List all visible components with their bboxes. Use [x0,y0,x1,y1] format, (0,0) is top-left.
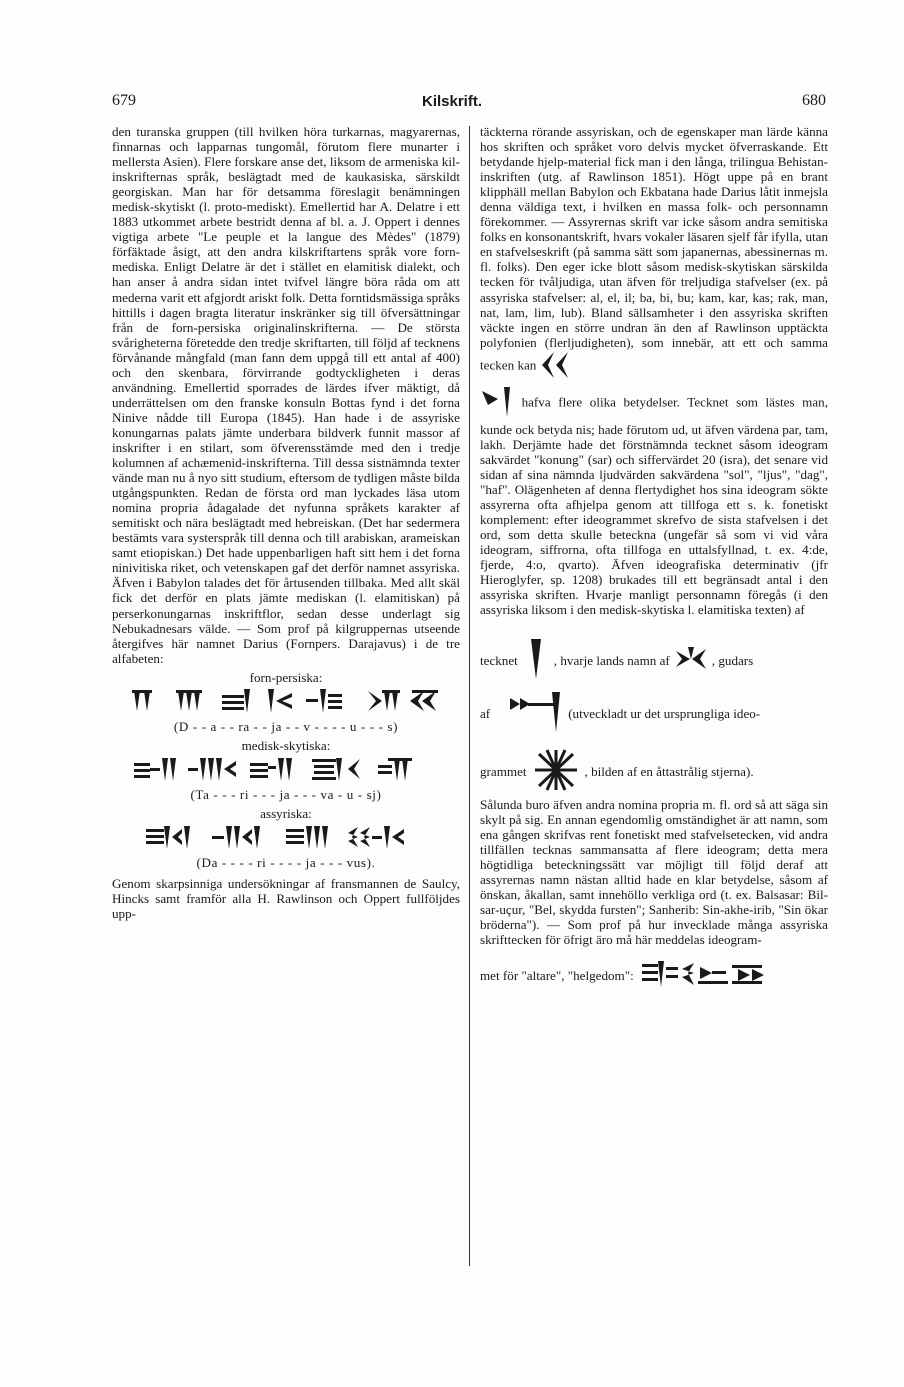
cuneiform-tecknet-sign-icon [480,385,514,422]
cuneiform-double-chevron-icon [540,350,570,383]
cuneiform-darius-elamite-icon [112,755,460,785]
af-word: af [480,706,491,722]
grammet-rest: , bilden af en åttastrålig stjerna). [584,763,754,779]
cuneiform-altar-ideogram-icon [640,959,768,992]
cuneiform-darius-old-persian-icon [112,687,460,717]
right-paragraph-2: Sålunda buro äfven andra nomina propria m. fl. ord så att säga sin skylt på sig. En annan egendomlig omständighet är att namn, som ena gången skrifvas rent fonetiskt med stafvelsetecken, vid andra tillfällen tecknas sammansatta af flere ideogram; detta mera högtidliga beteckningssätt var möjligt till följd deraf att assyrernas namn nästan alltid hade en klar betydelse, såsom af önskan, åkallan, samt innehöllo verkliga ord (t. ex. Balsasar: Bil-sar-uçur, "Bel, skydda fursten"; Sanherib: Sin-akhe-irib, "Sin ökar bröderna"). — Som prof på hur invecklade många assyriska skrifttecken för öfrigt äro må här meddelas ideogram- [480,796,828,947]
cuneiform-star-ideogram-icon [531,748,581,795]
cuneiform-person-determinative-icon [528,639,544,682]
left-column [112,124,460,921]
right-paragraph-1b [480,385,828,618]
transliteration-assyriska: (Da - - - - ri - - - - ja - - - vus). [196,854,376,870]
page-number-right: 680 [802,92,826,109]
grammet-line [480,748,828,795]
page-title: Kilskrift. [421,93,482,110]
altar-line [480,959,828,992]
tecknet-word: tecknet [480,653,518,669]
last-line-text: met för "altare", "helgedom": [480,968,634,984]
label-medisk: medisk-skytiska: [241,737,331,753]
label-fornpersiska: forn-persiska: [249,669,323,685]
gudars-text: , gudars [711,653,754,669]
transliteration-fornpersiska: (D - - a - - ra - - ja - - v - - - - u - - - s) [173,718,399,734]
page-number-left: 679 [112,92,136,109]
left-paragraph-1: den turanska gruppen (till hvilken höra turkarnas, magyarernas, finnarnas och lapparnas tungomål, förutom flere munarter i mellersta Asien). Flere forskare anse det, liksom de armeniska kil-inskrifternas språk, beslägtadt med de kaukasiska, särskildt georgiskan. Man har för detsamma föreslagit benämningen medisk-skytiskt (l. proto-mediskt). Emellertid har A. Delatre i ett 1883 utkommet arbete bestridt denna af bl. a. J. Oppert i dennes vigtiga arbete "Le peuple et la langue des Mèdes" (1879) förfäktade åsigt, att den andra kilskriftartens språk vore forn-mediska. Enligt Delatre är det i stället en elamitisk dialekt, och han anser å andra sidan intet tvifvel längre böra råda om att mederna varit ett afgjordt ariskt folk. Detta forntidsmässiga språks hittills i dagen bragta literatur inskränker sig till öfversättningar från de forn-persiska originalinskrifterna. — De största svårigheterna företedde den tredje skriftarten, till följd af tecknens förvånande mångfald (man fann dem uppgå till ett antal af 400) och den skenbara, förvirrande godtyckligheten i deras användning. Emellertid sporrades de lärdes ifver mäktigt, då underrättelsen om den franske konsuln Bottas fynd i det forna Ninive nådde till Europa (1845). Han hade i de assyriske konungarnas palats jämte underbara bildverk funnit massor af inskrifter i en stilart, som öfverensstämde med den i tredje kolumnen af achæmenid-inskrifterna. Till dessa sistnämnda texter vände man nu å nyo sitt studium, eftersom de tydligen måste bilda utgångspunkten. Redan de första ord man lyckades läsa utom nomina propria ådagalade det nyfunna språkets karakter af semitiskt och nära beslägtadt med hebreiskan. (Det har sedermera bestämts vara systerspråk till denna och till arabiskan, arameiskan samt etiopiskan.) Det hade uppenbarligen haft sitt hem i det forna ninivitiska riket, och vetenskapen gaf det derför namnet assyriska. Äfven i Babylon talades det för årtusenden tillbaka. Med allt skäl fick det derför en plats jämte mediskan (l. elamitiskan) på perserkonungarnas inskriftflor, sedan desse underlagt sig Nebukadnesars välde. — Som prof på kilgruppernas utseende återgifves här namnet Darius (Fornpers. Darajavus) i de tre alfabeten: [112,124,460,666]
right-paragraph-1c-text: som lästes man, kunde ock betyda nis; hade förutom ud, ut äfven värdena par, tam, lakh. Derjämte hade det förstnämnda tecknet såsom ideogram sakvärdet "konung" (sar) och siffervärdet 20 (isra), det senare vid sidan af sina nämnda ljudvärden sakvärdena "sol", "ljus", "dag", "haf". Olägenheten af denna flertydighet hos sina ideogram sökte assyrerna ofta afhjelpa genom att tillfoga ett s. k. fonetiskt komplement: efter ideogrammet skrefvo de sista stafvelsen i det ord, som detta skulle beteckna (ungefär så som vi vid våra ideogram, siffrorna, ofta tillfoga en uttalsfyllnad, t. ex. 4:de, fjerde, 4:o, qvarto). Äfven ideografiska determinativ (jfr Hieroglyfer, sp. 1208) brukades till ett begränsadt antal i den assyriska skriften. Hvarje manligt personnamn föregås (i den assyriska liksom i den medisk-skytiska l. elamitiska texten) af [480,394,828,618]
tecknet-line [480,639,828,682]
left-paragraph-2: Genom skarpsinniga undersökningar af fransmannen de Saulcy, Hincks samt framför alla H. Rawlinson och Oppert fullföljdes upp- [112,875,460,922]
cuneiform-god-determinative-icon [510,692,562,735]
cuneiform-land-determinative-icon [674,645,708,676]
grammet-word: grammet [480,763,527,779]
right-paragraph-1-text: täckterna rörande assyriskan, och de egenskaper man lärde känna hos skriften och språket voro delvis mycket öfverraskande. Ett betydande hjelp-material fick man i den långa, trilingua Behistan-inskriften (utg. af Rawlinson 1851). Högt uppe på en brant klipphäll mellan Babylon och Ekbatana hade Darius låtit inmejsla denna väldiga text, i hvilken en massa folk- och personnamn förekommer. — Assyrernas skrift var icke såsom andra semitiska folks en konsonantskrift, hvars vokaler läsaren sjelf får ifylla, utan en stafvelseskrift (på samma sätt som japanernas, abessinernas m. fl. folks). Den eger icke blott såsom medisk-skytiskan särskilda tecken för tvåljudiga, utan äfven för treljudiga stafvelser (ex. på assyriska stafvelser: al, el, il; ba, bi, bu; kam, kar, kas; rak, man, nat, lam, lim, lub). Bland sällsamheter i den assyriska skriften väckte ingen en större undran än den af Rawlinson upptäckta polyfonien (flerljudigheten), som innebär, att ett och samma tecken kan [480,124,828,373]
right-column [480,124,828,994]
af-rest: (utveckladt ur det ursprungliga ideo- [568,706,761,722]
right-paragraph-1b-text: hafva flere olika betydelser. Tecknet [521,394,729,410]
af-line [480,692,828,735]
column-divider [469,126,470,1266]
right-paragraph-1 [480,124,828,383]
cuneiform-darius-assyrian-icon [112,823,460,853]
label-assyriska: assyriska: [260,805,312,821]
transliteration-medisk: (Ta - - - ri - - - ja - - - va - u - sj) [190,786,382,802]
tecknet-rest: , hvarje lands namn af [553,653,670,669]
